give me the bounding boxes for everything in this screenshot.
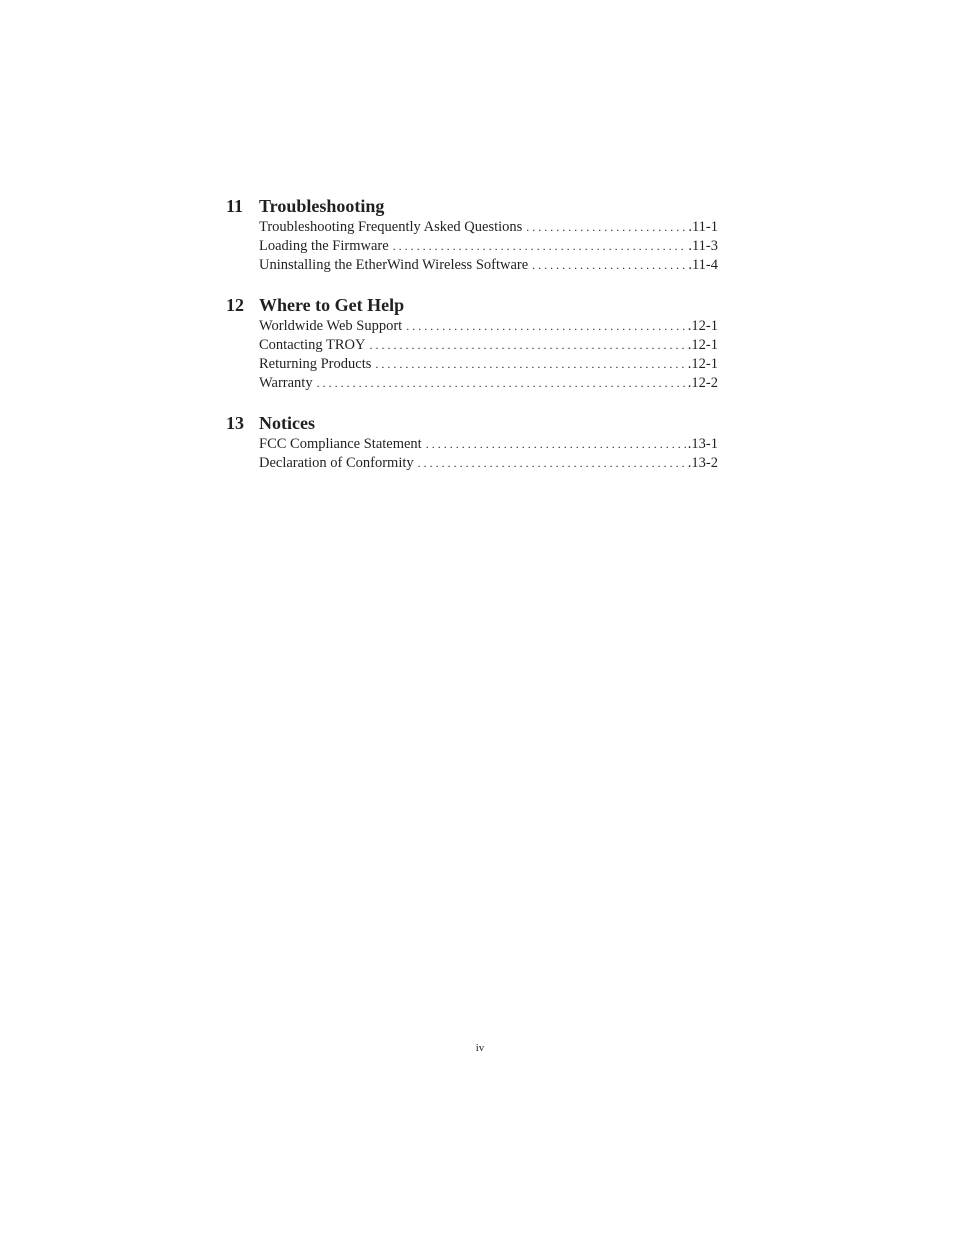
- dot-leader: [426, 435, 686, 454]
- toc-entry-title: Contacting TROY: [259, 337, 366, 353]
- toc-entry-page: .12-1: [687, 356, 718, 372]
- toc-chapter-where-to-get-help: [226, 293, 718, 393]
- dot-leader: [369, 336, 685, 355]
- chapter-number: 12: [226, 295, 244, 315]
- toc-entry-page: .13-1: [687, 436, 718, 452]
- toc-entry-page: .12-1: [687, 337, 718, 353]
- toc-entry[interactable]: [259, 336, 718, 355]
- chapter-heading: [226, 411, 718, 435]
- chapter-entries: [259, 218, 718, 275]
- toc-entry-page: .12-2: [687, 375, 718, 391]
- toc-entry-page: .11-4: [688, 257, 718, 273]
- toc-entry-page: .11-3: [688, 238, 718, 254]
- dot-leader: [393, 237, 687, 256]
- toc-entry-title: Worldwide Web Support: [259, 318, 403, 334]
- toc-entry-page: .11-1: [688, 219, 718, 235]
- toc-entry-title: Warranty: [259, 375, 313, 391]
- chapter-title: Notices: [259, 413, 315, 433]
- dot-leader: [418, 454, 686, 473]
- toc-entry-title: Uninstalling the EtherWind Wireless Software: [259, 257, 529, 273]
- chapter-title: Troubleshooting: [259, 196, 385, 216]
- toc-entry[interactable]: [259, 317, 718, 336]
- dot-leader: [406, 317, 686, 336]
- dot-leader: [317, 374, 686, 393]
- toc-chapter-notices: [226, 411, 718, 473]
- toc-entry[interactable]: [259, 355, 718, 374]
- chapter-number: 13: [226, 413, 244, 433]
- toc-entry[interactable]: [259, 374, 718, 393]
- toc-entry-title: Loading the Firmware: [259, 238, 389, 254]
- toc-entry[interactable]: [259, 454, 718, 473]
- toc-entry-title: FCC Compliance Statement: [259, 436, 422, 452]
- chapter-entries: [259, 317, 718, 393]
- chapter-entries: [259, 435, 718, 473]
- chapter-heading: [226, 194, 718, 218]
- chapter-number: 11: [226, 196, 244, 216]
- toc-entry-title: Troubleshooting Frequently Asked Questions: [259, 219, 523, 235]
- toc-entry[interactable]: [259, 435, 718, 454]
- dot-leader: [375, 355, 685, 374]
- toc-entry-page: .13-2: [687, 455, 718, 471]
- chapter-title: Where to Get Help: [259, 295, 405, 315]
- toc-chapter-troubleshooting: [226, 194, 718, 275]
- dot-leader: [532, 256, 686, 275]
- toc-entry[interactable]: [259, 218, 718, 237]
- toc-entry-title: Returning Products: [259, 356, 372, 372]
- toc-entry-page: .12-1: [687, 318, 718, 334]
- page-number: iv: [475, 1042, 485, 1054]
- chapter-heading: [226, 293, 718, 317]
- toc-entry-title: Declaration of Conformity: [259, 455, 414, 471]
- toc-entry[interactable]: [259, 256, 718, 275]
- table-of-contents: [226, 194, 718, 491]
- dot-leader: [526, 218, 686, 237]
- toc-entry[interactable]: [259, 237, 718, 256]
